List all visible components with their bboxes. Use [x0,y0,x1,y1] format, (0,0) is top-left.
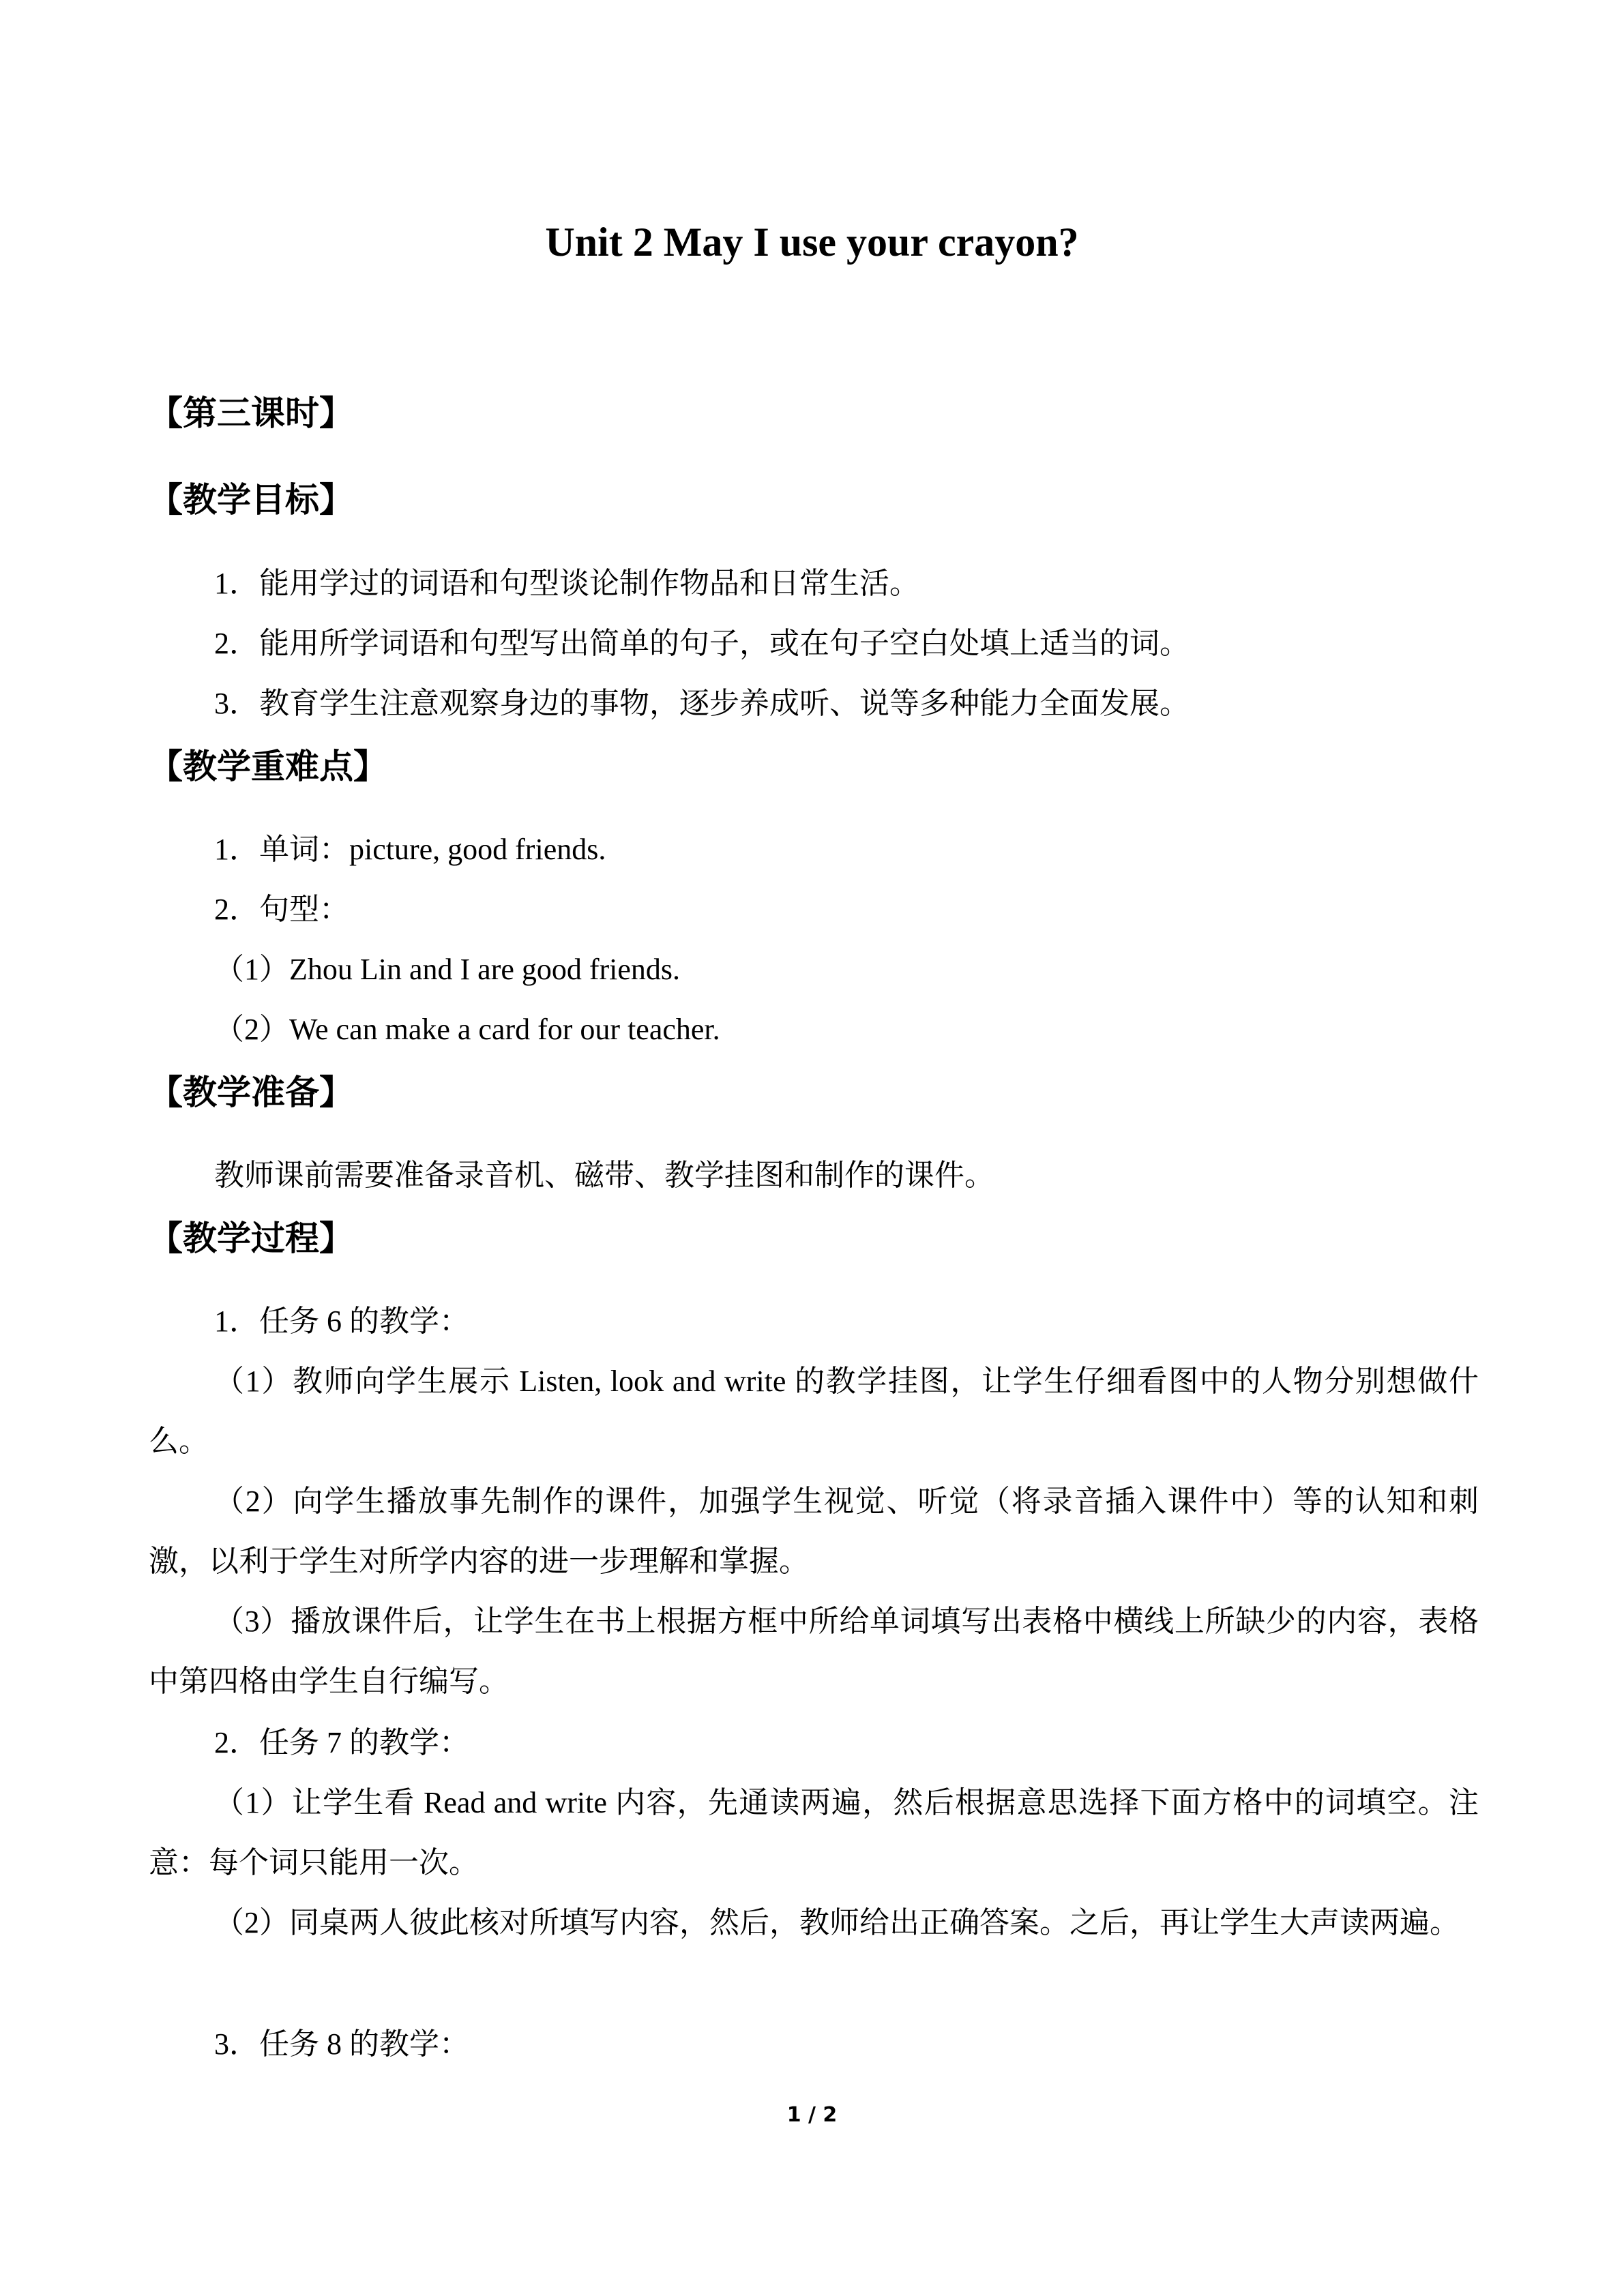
process-item-1: 1．任务 6 的教学： [214,1304,469,1338]
objective-item-3: 3．教育学生注意观察身边的事物，逐步养成听、说等多种能力全面发展。 [214,687,1190,720]
document-title: Unit 2 May I use your crayon? [545,220,1079,265]
key-point-item-3: （1）Zhou Lin and I are good friends. [214,953,681,986]
process-paragraph-4: （1）让学生看 Read and write 内容，先通读两遍，然后根据意思选择下面方格中的词填空。注意：每个词只能用一次。 [149,1786,1479,1879]
process-paragraph-5: （2）同桌两人彼此核对所填写内容，然后，教师给出正确答案。之后，再让学生大声读两遍。 [214,1906,1460,1939]
page-number: 1 / 2 [786,2103,838,2127]
process-paragraph-2: （2）向学生播放事先制作的课件，加强学生视觉、听觉（将录音插入课件中）等的认知和刺激，以利于学生对所学内容的进一步理解和掌握。 [149,1485,1479,1578]
key-point-item-4: （2）We can make a card for our teacher. [214,1013,720,1046]
process-item-3: 3．任务 8 的教学： [214,2027,469,2061]
process-item-2: 2．任务 7 的教学： [214,1726,469,1759]
process-paragraph-1: （1）教师向学生展示 Listen, look and write 的教学挂图，让学生仔细看图中的人物分别想做什么。 [149,1365,1479,1458]
objective-item-1: 1．能用学过的词语和句型谈论制作物品和日常生活。 [214,567,919,600]
prep-heading: 【教学准备】 [149,1073,353,1112]
key-points-heading: 【教学重难点】 [149,747,387,786]
key-point-item-1: 1．单词：picture, good friends. [214,833,606,866]
objectives-heading: 【教学目标】 [149,480,353,520]
objective-item-2: 2．能用所学词语和句型写出简单的句子，或在句子空白处填上适当的词。 [214,627,1190,660]
prep-text: 教师课前需要准备录音机、磁带、教学挂图和制作的课件。 [214,1159,994,1192]
process-paragraph-3: （3）播放课件后，让学生在书上根据方框中所给单词填写出表格中横线上所缺少的内容，表格中第四格由学生自行编写。 [149,1605,1479,1698]
key-point-item-2: 2．句型： [214,893,349,926]
lesson-heading: 【第三课时】 [149,393,353,433]
process-heading: 【教学过程】 [149,1219,353,1258]
